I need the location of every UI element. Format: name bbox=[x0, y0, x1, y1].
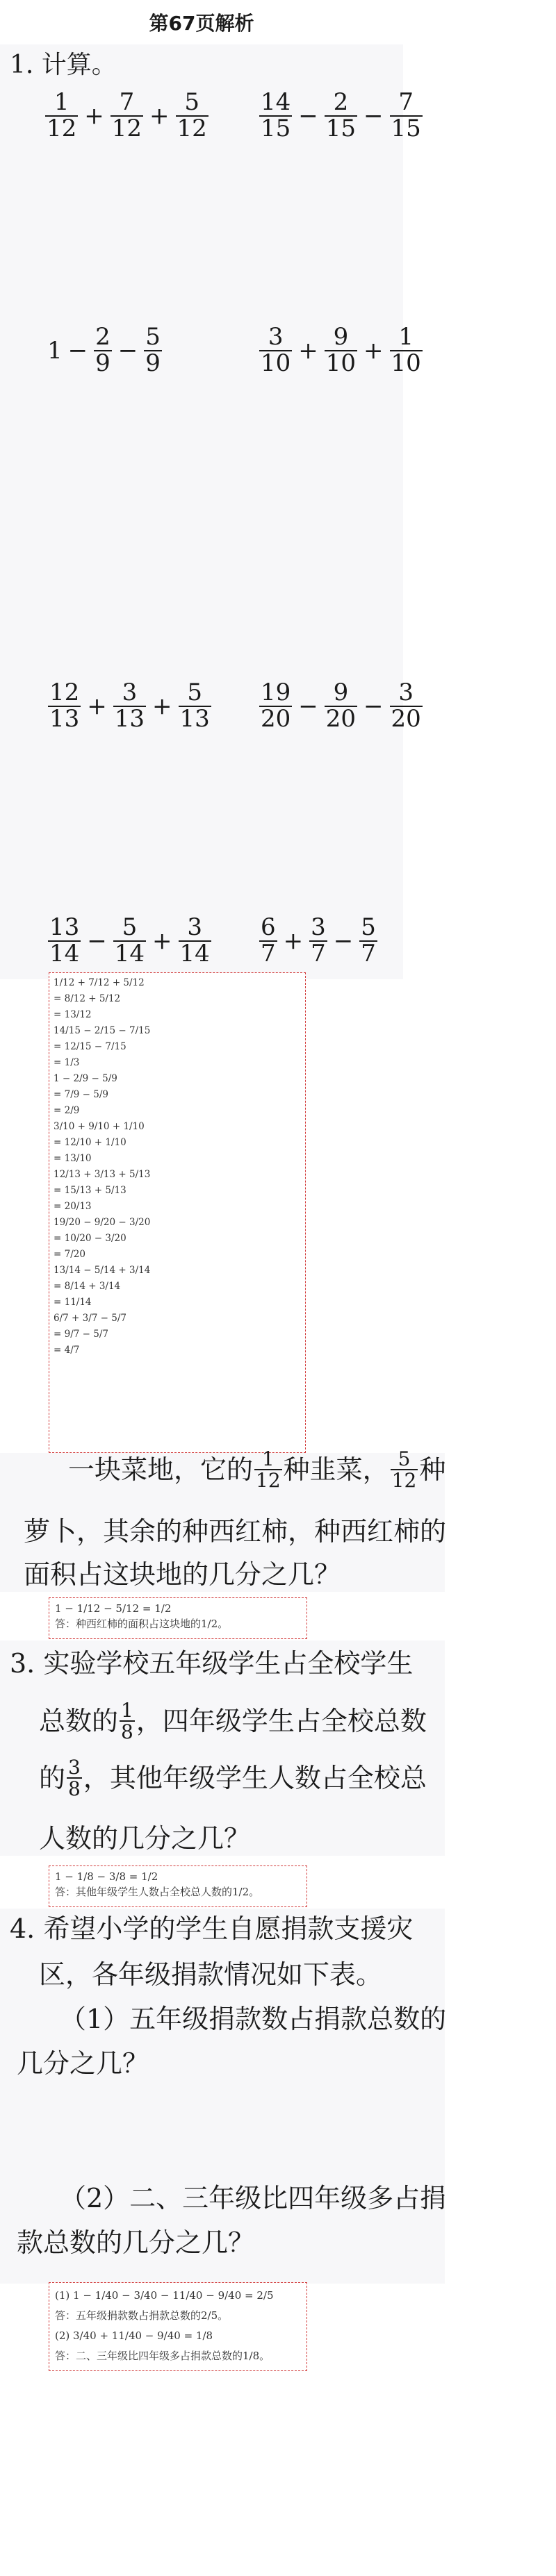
q1-answer-box bbox=[49, 972, 306, 1453]
fraction: $\frac{3}{13}$ bbox=[114, 679, 145, 733]
q4-answer-line-3: (2) 3/40 + 11/40 − 9/40 = 1/8 bbox=[55, 2329, 213, 2342]
fraction: $\frac{19}{20}$ bbox=[261, 679, 291, 733]
q4-answer-line-4: 答：二、三年级比四年级多占捐款总数的1/8。 bbox=[55, 2350, 270, 2362]
q1-answer-line: = 1/3 bbox=[54, 1057, 80, 1068]
fraction: $\frac{7}{15}$ bbox=[391, 88, 421, 142]
question-3-line-1: 3. 实验学校五年级学生占全校学生 bbox=[10, 1648, 414, 1679]
question-3-line-4: 人数的几分之几？ bbox=[39, 1823, 251, 1854]
operator: + bbox=[149, 101, 170, 130]
operator: − bbox=[363, 101, 384, 130]
operator: + bbox=[298, 336, 318, 365]
operator: + bbox=[87, 692, 107, 720]
fraction: $\frac{3}{10}$ bbox=[261, 323, 291, 377]
fraction: $\frac{14}{15}$ bbox=[261, 88, 291, 142]
q1-answer-line: 1 − 2/9 − 5/9 bbox=[54, 1073, 117, 1084]
q1-answer-line: = 7/9 − 5/9 bbox=[54, 1089, 108, 1100]
fraction: $\frac{1}{10}$ bbox=[391, 323, 421, 377]
fraction: $\frac{3}{20}$ bbox=[391, 679, 421, 733]
q1-answer-line: = 9/7 − 5/7 bbox=[54, 1329, 108, 1340]
operator: − bbox=[363, 692, 384, 720]
q1-answer-line: = 2/9 bbox=[54, 1105, 80, 1116]
q3-answer-box bbox=[49, 1865, 307, 1907]
q1-expression bbox=[256, 681, 426, 731]
question-3-line-2: 总数的 1 8 ，四年级学生占全校总数 bbox=[39, 1699, 427, 1744]
q2-fraction-a: 1 12 bbox=[256, 1447, 281, 1493]
q1-expression bbox=[44, 915, 215, 966]
q1-expression bbox=[44, 681, 215, 731]
page-title: 第67页解析 bbox=[149, 12, 254, 35]
fraction: $\frac{6}{7}$ bbox=[261, 913, 276, 967]
fraction: $\frac{13}{14}$ bbox=[49, 913, 80, 967]
question-4-sub-1-line-1: （1）五年级捐款数占捐款总数的 bbox=[60, 2004, 447, 2034]
fraction: $\frac{1}{12}$ bbox=[47, 88, 77, 142]
q3-answer-line-1: 1 − 1/8 − 3/8 = 1/2 bbox=[55, 1870, 158, 1883]
question-1-photo bbox=[0, 44, 403, 979]
question-2-line-1 bbox=[68, 1449, 445, 1491]
fraction: $\frac{12}{13}$ bbox=[49, 679, 80, 733]
operator: − bbox=[333, 926, 354, 955]
fraction: $\frac{5}{13}$ bbox=[179, 679, 210, 733]
fraction: $\frac{7}{12}$ bbox=[111, 88, 142, 142]
q1-answer-line: = 12/15 − 7/15 bbox=[54, 1041, 126, 1052]
q1-answer-lines bbox=[49, 973, 305, 1361]
q3-fraction-a: 1 8 bbox=[121, 1699, 133, 1744]
q1-answer-line: = 13/12 bbox=[54, 1009, 92, 1020]
q1-expression bbox=[256, 90, 426, 141]
q2-fraction-b: 5 12 bbox=[391, 1447, 417, 1493]
operator: − bbox=[67, 336, 88, 365]
fraction: $\frac{5}{12}$ bbox=[177, 88, 207, 142]
fraction: $\frac{9}{20}$ bbox=[325, 679, 357, 733]
q1-answer-line: 19/20 − 9/20 − 3/20 bbox=[54, 1217, 151, 1228]
operator: + bbox=[363, 336, 384, 365]
operator: − bbox=[298, 101, 318, 130]
operator: − bbox=[117, 336, 138, 365]
q4-answer-line-2: 答：五年级捐款数占捐款总数的2/5。 bbox=[55, 2309, 229, 2322]
q1-expression bbox=[44, 325, 165, 376]
q1-answer-line: = 13/10 bbox=[54, 1153, 92, 1164]
operator: − bbox=[87, 926, 107, 955]
q1-expression bbox=[256, 325, 426, 376]
q1-answer-line: 3/10 + 9/10 + 1/10 bbox=[54, 1121, 145, 1132]
q3-fraction-b: 3 8 bbox=[68, 1756, 81, 1801]
question-2-line-2: 萝卜，其余的种西红柿，种西红柿的 bbox=[24, 1516, 447, 1547]
question-3-line-3: 的 3 8 ，其他年级学生人数占全校总 bbox=[39, 1756, 427, 1801]
fraction: $\frac{5}{9}$ bbox=[145, 323, 161, 377]
q1-answer-line: 14/15 − 2/15 − 7/15 bbox=[54, 1025, 151, 1036]
q4-answer-line-1: (1) 1 − 1/40 − 3/40 − 11/40 − 9/40 = 2/5 bbox=[55, 2289, 274, 2302]
operator: − bbox=[298, 692, 318, 720]
q2-answer-line-2: 答：种西红柿的面积占这块地的1/2。 bbox=[55, 1618, 229, 1630]
operator: + bbox=[283, 926, 304, 955]
q1-answer-line: = 10/20 − 3/20 bbox=[54, 1233, 126, 1244]
question-2-line-3: 面积占这块地的几分之几？ bbox=[24, 1559, 341, 1590]
q1-answer-line: = 4/7 bbox=[54, 1345, 80, 1356]
fraction: $\frac{3}{7}$ bbox=[311, 913, 326, 967]
q1-answer-line: = 20/13 bbox=[54, 1201, 92, 1212]
q2-text-b: 种韭菜， bbox=[283, 1454, 389, 1485]
q2-answer-box bbox=[49, 1597, 307, 1639]
q1-answer-line: = 8/14 + 3/14 bbox=[54, 1281, 121, 1292]
q1-answer-line: 13/14 − 5/14 + 3/14 bbox=[54, 1265, 151, 1276]
q2-answer-line-1: 1 − 1/12 − 5/12 = 1/2 bbox=[55, 1602, 172, 1615]
q1-answer-line: 12/13 + 3/13 + 5/13 bbox=[54, 1169, 151, 1180]
fraction: $\frac{5}{14}$ bbox=[114, 913, 145, 967]
question-4-line-1: 4. 希望小学的学生自愿捐款支援灾 bbox=[10, 1913, 414, 1944]
q4-answer-box bbox=[49, 2282, 307, 2371]
q1-answer-line: = 11/14 bbox=[54, 1297, 92, 1308]
q1-expression bbox=[256, 915, 381, 966]
q2-text-a: 一块菜地，它的 bbox=[68, 1454, 254, 1485]
fraction: $\frac{9}{10}$ bbox=[325, 323, 357, 377]
question-4-line-2: 区，各年级捐款情况如下表。 bbox=[39, 1959, 383, 1990]
q2-text-c: 种 bbox=[419, 1454, 446, 1485]
q1-answer-line: = 8/12 + 5/12 bbox=[54, 993, 121, 1004]
q1-expression bbox=[42, 90, 212, 141]
question-1-label: 1. 计算。 bbox=[10, 51, 117, 79]
fraction: $\frac{2}{9}$ bbox=[95, 323, 111, 377]
operator: + bbox=[84, 101, 104, 130]
question-4-sub-1-line-2: 几分之几？ bbox=[17, 2048, 149, 2079]
q1-answer-line: 6/7 + 3/7 − 5/7 bbox=[54, 1313, 126, 1324]
q1-answer-line: = 7/20 bbox=[54, 1249, 85, 1260]
q1-answer-line: = 12/10 + 1/10 bbox=[54, 1137, 126, 1148]
fraction: $\frac{2}{15}$ bbox=[325, 88, 357, 142]
fraction: $\frac{5}{7}$ bbox=[361, 913, 376, 967]
q1-answer-line: = 15/13 + 5/13 bbox=[54, 1185, 126, 1196]
operator: + bbox=[152, 926, 172, 955]
operator: + bbox=[152, 692, 172, 720]
question-4-sub-2-line-1: （2）二、三年级比四年级多占捐 bbox=[60, 2183, 447, 2213]
q1-answer-line: 1/12 + 7/12 + 5/12 bbox=[54, 977, 145, 988]
integer: 1 bbox=[47, 336, 63, 365]
question-4-sub-2-line-2: 款总数的几分之几？ bbox=[17, 2227, 255, 2258]
fraction: $\frac{3}{14}$ bbox=[179, 913, 210, 967]
q3-answer-line-2: 答：其他年级学生人数占全校总人数的1/2。 bbox=[55, 1886, 260, 1898]
